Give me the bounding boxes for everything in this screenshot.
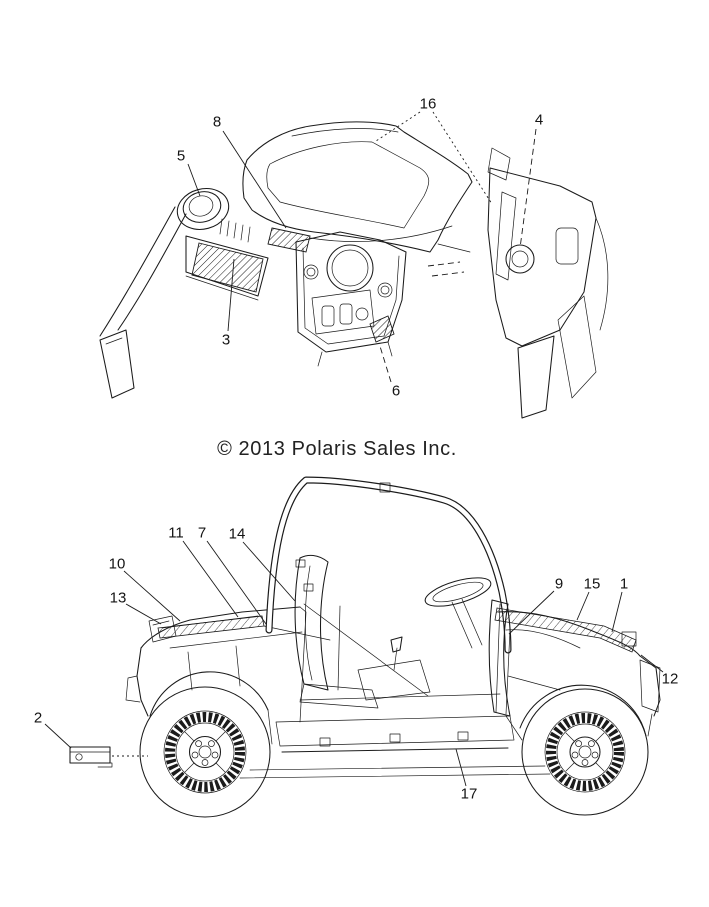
seat [295,555,378,708]
rear-wheel [522,689,648,815]
leader-line-15 [577,592,589,620]
front-view-illustration [100,122,608,418]
roll-cage [269,480,508,650]
chassis [240,766,550,778]
callout-8: 8 [212,113,222,131]
side-view-illustration [70,480,660,817]
leader-line-13 [126,604,161,624]
callout-10: 10 [108,555,126,573]
callout-3: 3 [221,331,231,349]
callout-7: 7 [197,524,207,542]
leader-line-12 [641,655,663,672]
callout-11: 11 [168,524,184,542]
display-panel [312,290,374,334]
left-headlight [173,183,234,235]
callout-2: 2 [33,709,43,727]
right-cowl [428,148,510,276]
right-knob [378,283,392,297]
left-knob [304,265,318,279]
callout-14: 14 [228,525,246,543]
shift-lever [358,637,430,700]
leader-line-7 [207,541,266,624]
side-view-callouts [34,525,679,803]
callout-16: 16 [419,95,437,113]
callout-5: 5 [176,147,186,165]
dash-panel [186,219,310,300]
leader-line-8 [223,131,286,228]
left-fender [100,207,186,398]
grille-slots [220,219,250,242]
leader-line-6 [379,343,391,382]
callout-6: 6 [391,382,401,400]
callout-4: 4 [534,111,544,129]
decal-strip-3 [192,243,263,292]
callout-13: 13 [109,589,127,607]
callout-12: 12 [661,670,679,688]
leader-line-4 [520,129,536,248]
right-fender [488,168,608,418]
copyright-text: © 2013 Polaris Sales Inc. [217,438,457,460]
leader-line-2 [45,724,71,748]
steering-wheel [422,572,493,648]
callout-9: 9 [554,575,564,593]
center-console [296,232,406,366]
front-wheel [140,687,270,817]
leader-line-16 [376,112,420,141]
leader-line-11 [183,541,238,617]
leader-line-1 [612,592,622,632]
callout-17: 17 [460,785,478,803]
gauge-dial [327,245,373,291]
hitch-bracket [70,747,148,767]
leader-line-10 [124,571,180,621]
callout-15: 15 [583,575,601,593]
leader-line-16 [433,112,492,204]
callout-1: 1 [619,575,629,593]
